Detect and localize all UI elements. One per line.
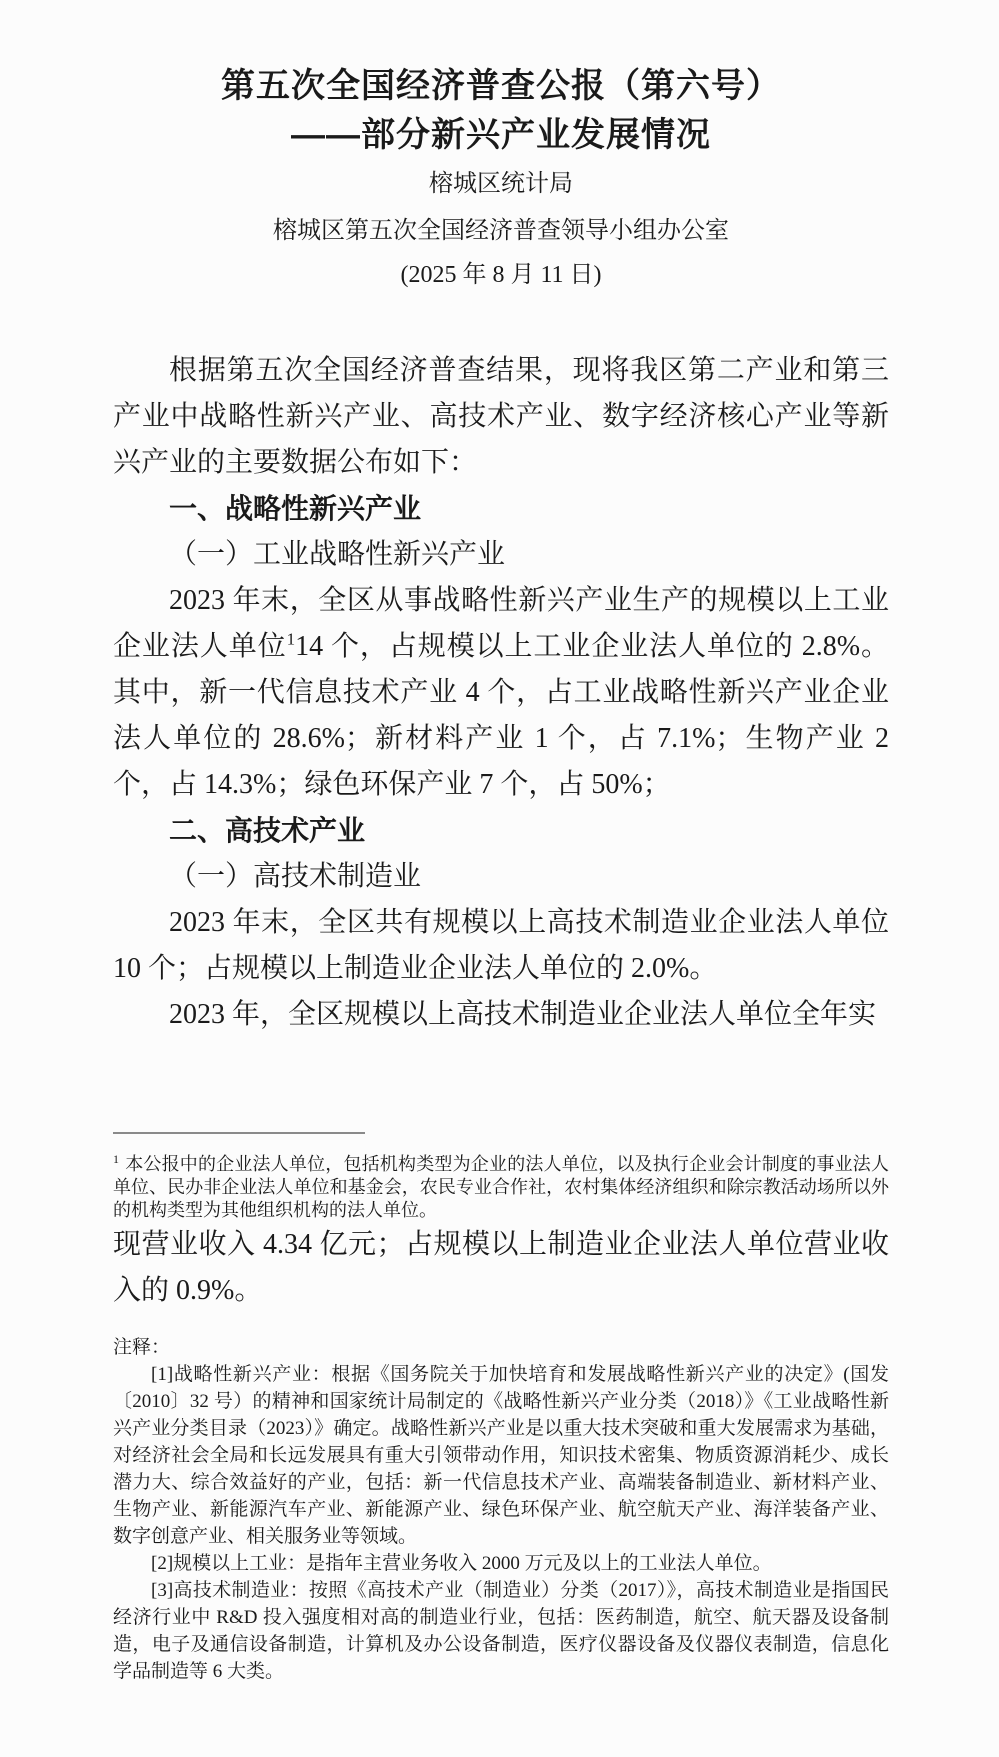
issuing-org-census-leading-group: 榕城区第五次全国经济普查领导小组办公室 xyxy=(273,217,729,244)
publish-date: (2025 年 8 月 11 日) xyxy=(400,262,602,288)
document-title-line1: 第五次全国经济普查公报（第六号） xyxy=(221,67,781,105)
document-header xyxy=(113,62,889,296)
note-item-strategic-emerging-industries: [1]战略性新兴产业：根据《国务院关于加快培育和发展战略性新兴产业的决定》(国发〔2010〕32 号）的精神和国家统计局制定的《战略性新兴产业分类（2018）》《工业战略性新兴产业分类目录（2023）》确定。战略性新兴产业是以重大技术突破和重大发展需求为基础，对经济社会全局和长远发展具有重大引领带动作用，知识技术密集、物质资源消耗少、成长潜力大、综合效益好的产业，包括：新一代信息技术产业、高端装备制造业、新材料产业、生物产业、新能源汽车产业、新能源产业、绿色环保产业、航空航天产业、海洋装备产业、数字创意产业、相关服务业等领域。 xyxy=(113,1364,889,1547)
footnote-divider-line xyxy=(113,1132,365,1134)
issuing-org-statistics-bureau: 榕城区统计局 xyxy=(429,170,573,197)
section-2-subheading: （一）高技术制造业 xyxy=(169,861,422,892)
document-body xyxy=(113,348,889,1685)
hightech-revenue-paragraph-part2: 现营业收入 4.34 亿元；占规模以上制造业企业法人单位营业收入的 0.9%。 xyxy=(113,1229,889,1306)
intro-paragraph: 根据第五次全国经济普查结果，现将我区第二产业和第三产业中战略性新兴产业、高技术产业、数字经济核心产业等新兴产业的主要数据公布如下： xyxy=(113,355,889,478)
industrial-strategic-industries-paragraph xyxy=(113,578,889,808)
hightech-revenue-paragraph-part1: 2023 年，全区规模以上高技术制造业企业法人单位全年实 xyxy=(169,999,877,1030)
footnote-marker: 1 xyxy=(113,1152,119,1166)
footnote-reference-1: 1 xyxy=(286,629,296,649)
footnote-text xyxy=(113,1148,889,1222)
notes-section xyxy=(113,1334,889,1685)
hightech-manufacturing-count-paragraph: 2023 年末，全区共有规模以上高技术制造业企业法人单位 10 个；占规模以上制造业企业法人单位的 2.0%。 xyxy=(113,907,889,984)
section-1-subheading: （一）工业战略性新兴产业 xyxy=(169,539,506,570)
footnote-body: 本公报中的企业法人单位，包括机构类型为企业的法人单位，以及执行企业会计制度的事业法人单位、民办非企业法人单位和基金会，农民专业合作社，农村集体经济组织和除宗教活动场所以外的机构类型为其他组织机构的法人单位。 xyxy=(113,1154,889,1220)
notes-heading: 注释： xyxy=(113,1337,171,1358)
para1-text-pre: 2023 年末，全区从事战略性新兴产业生产的规模以上工业企业法人单位 xyxy=(113,585,889,662)
note-item-above-scale-industry: [2]规模以上工业：是指年主营业务收入 2000 万元及以上的工业法人单位。 xyxy=(151,1553,772,1574)
note-item-hightech-manufacturing: [3]高技术制造业：按照《高技术产业（制造业）分类（2017）》，高技术制造业是指国民经济行业中 R&D 投入强度相对高的制造业行业，包括：医药制造，航空、航天器及设备制造，电子及通信设备制造，计算机及办公设备制造，医疗仪器设备及仪器仪表制造，信息化学品制造等 6 大类。 xyxy=(113,1580,889,1682)
section-2-heading: 二、高技术产业 xyxy=(169,815,366,846)
para1-text-post: 14 个，占规模以上工业企业法人单位的 2.8%。其中，新一代信息技术产业 4 个，占工业战略性新兴产业企业法人单位的 28.6%；新材料产业 1 个，占 7.1%；生物产业 2 个，占 14.3%；绿色环保产业 7 个，占 50%； xyxy=(113,631,889,800)
document-title-line2: ——部分新兴产业发展情况 xyxy=(291,116,711,154)
section-1-heading: 一、战略性新兴产业 xyxy=(169,493,422,524)
footnote-block xyxy=(113,1132,889,1222)
